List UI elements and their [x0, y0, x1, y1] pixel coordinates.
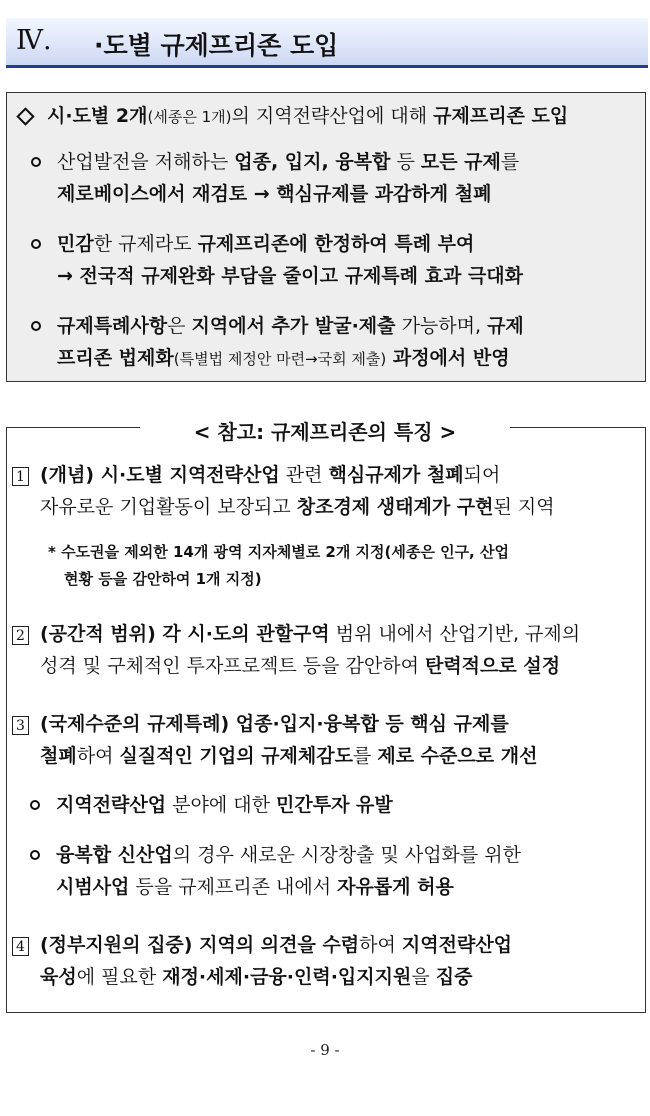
ref-text: 지역전략산업: [401, 934, 513, 956]
item-text: 를: [500, 151, 520, 173]
ref-text: 범위 내에서 산업기반, 규제의: [329, 623, 581, 645]
reference-line: [40, 463, 500, 487]
reference-line: [40, 654, 560, 678]
ref-text: 되어: [463, 464, 501, 486]
item-text: 민감: [57, 233, 94, 255]
ref-text: 실질적인 기업의 규제체감도: [119, 745, 353, 767]
summary-item-line: [57, 182, 491, 206]
ref-text: 관할구역: [256, 623, 330, 645]
ref-text: 시범사업: [56, 876, 130, 898]
ref-text: 재정·세제·금융·인력·입지지원: [162, 966, 412, 988]
item-text: 업종, 입지, 융복합: [234, 151, 391, 173]
reference-line: [56, 793, 393, 817]
ref-text: 육성: [40, 966, 77, 988]
ref-text: 된 지역: [493, 496, 555, 518]
summary-lead: [47, 104, 568, 129]
circle-bullet-icon: [31, 321, 41, 331]
summary-item-line: [57, 314, 524, 338]
circle-bullet-icon: [31, 239, 41, 249]
item-text: 모든 규제: [420, 151, 501, 173]
ref-text: 의 경우 새로운 시장창출 및 사업화를 위한: [172, 844, 522, 866]
ref-text: 각 시·도의: [155, 623, 257, 645]
circle-bullet-icon: [30, 800, 40, 810]
ref-text: 탄력적으로 설정: [424, 655, 561, 677]
item-text: 규제프리존에 한정하여 특례 부여: [197, 233, 475, 255]
ref-text: 지역전략산업: [56, 794, 167, 816]
ref-text: 자유로운 기업활동이 보장되고: [40, 496, 297, 518]
ref-text: 융복합 신산업: [56, 844, 173, 866]
item-text: 제로베이스에서 재검토 → 핵심규제를 과감하게 철폐: [57, 183, 492, 205]
ref-text: 업종·입지·융복합 등 핵심 규제를: [229, 713, 509, 735]
ref-text: (개념) 시·도별 지역전략산업: [40, 464, 280, 486]
summary-item-line: [57, 150, 519, 174]
reference-line: [40, 495, 555, 519]
ref-text: 수렴: [322, 934, 360, 956]
footnote: 현황 등을 감안하여 1개 지정): [64, 570, 262, 588]
item-text: (특별법 제정안 마련→국회 제출): [173, 350, 387, 368]
item-text: 한 규제라도: [93, 233, 198, 255]
item-text: 등: [390, 151, 421, 173]
reference-line: [40, 965, 472, 989]
reference-line: [40, 622, 580, 646]
ref-text: 집중: [435, 966, 473, 988]
ref-text: (공간적 범위): [40, 623, 156, 645]
section-number: Ⅳ.: [16, 25, 52, 56]
ref-text: 창조경제 생태계가 구현: [296, 496, 494, 518]
summary-box: [6, 92, 646, 382]
ref-text: 핵심규제가 철폐: [328, 464, 464, 486]
ref-text: 을: [411, 966, 436, 988]
lead-text: 의 지역전략산업에 대해: [231, 105, 434, 127]
item-text: 은: [167, 315, 192, 337]
item-number-box: 2: [12, 626, 29, 645]
summary-item-line: [57, 264, 523, 288]
ref-text: 철폐: [40, 745, 77, 767]
section-title: ·도별 규제프리존 도입: [94, 31, 339, 60]
reference-title: < 참고: 규제프리존의 특징 >: [140, 416, 510, 445]
reference-line: [40, 933, 512, 957]
ref-text: 분야에 대한: [166, 794, 277, 816]
reference-line: [40, 744, 537, 768]
item-text: 규제: [487, 315, 524, 337]
ref-text: (국제수준의 규제특례): [40, 713, 230, 735]
lead-text: 시·도별 2개: [47, 105, 148, 127]
lead-text: (세종은 1개): [147, 108, 232, 126]
circle-bullet-icon: [30, 850, 40, 860]
ref-text: 하여: [359, 934, 402, 956]
page-number: - 9 -: [310, 1041, 340, 1059]
item-number-box: 1: [12, 467, 29, 486]
reference-line: [56, 843, 521, 867]
summary-item-line: [57, 232, 474, 256]
ref-text: 등을 규제프리존 내에서: [129, 876, 338, 898]
reference-line: [40, 712, 509, 736]
item-text: 지역에서 추가 발굴·제출: [191, 315, 396, 337]
item-number-box: 4: [12, 937, 29, 956]
ref-text: 자유롭게 허용: [337, 876, 454, 898]
item-number-box: 3: [12, 716, 29, 735]
circle-bullet-icon: [31, 157, 41, 167]
reference-line: [56, 875, 454, 899]
section-header: [6, 18, 648, 68]
summary-item-line: [57, 346, 510, 371]
ref-text: 에 필요한: [76, 966, 163, 988]
ref-text: 제로 수준으로 개선: [377, 745, 538, 767]
item-text: 산업발전을 저해하는: [57, 151, 235, 173]
ref-text: 하여: [76, 745, 120, 767]
ref-text: 민간투자 유발: [276, 794, 393, 816]
item-text: 규제특례사항: [57, 315, 168, 337]
ref-text: 지역의 의견을: [192, 934, 323, 956]
item-text: → 전국적 규제완화 부담을 줄이고 규제특례 효과 극대화: [57, 265, 524, 287]
ref-text: 성격 및 구체적인 투자프로젝트 등을 감안하여: [40, 655, 425, 677]
item-text: 프리존 법제화: [57, 347, 174, 369]
lead-text: 규제프리존 도입: [433, 105, 569, 127]
footnote: * 수도권을 제외한 14개 광역 지자체별로 2개 지정(세종은 인구, 산업: [48, 543, 509, 561]
ref-text: 관련: [279, 464, 329, 486]
item-text: 과정에서 반영: [386, 347, 510, 369]
diamond-icon: [16, 107, 34, 125]
ref-text: 를: [352, 745, 378, 767]
ref-text: (정부지원의 집중): [40, 934, 193, 956]
item-text: 가능하며,: [395, 315, 488, 337]
